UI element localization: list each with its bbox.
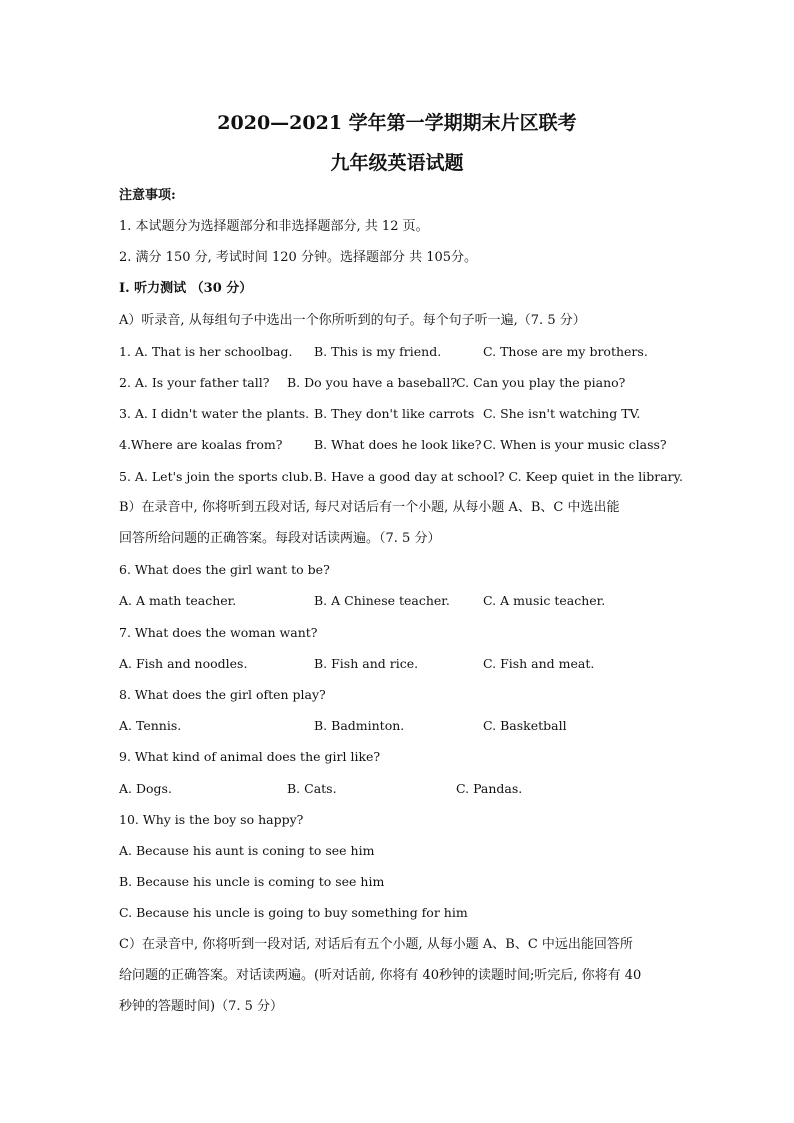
q8-option-b: B. Badminton. — [314, 718, 405, 733]
exam-subtitle: 九年级英语试题 — [330, 152, 464, 174]
q9-stem: 9. What kind of animal does the girl like? — [119, 749, 381, 764]
q3-option-c: C. She isn't watching TV. — [483, 406, 641, 421]
q6-stem: 6. What does the girl want to be? — [119, 562, 330, 577]
q8-option-c: C. Basketball — [483, 718, 567, 733]
q8-stem: 8. What does the girl often play? — [119, 687, 326, 702]
q7-stem: 7. What does the woman want? — [119, 625, 318, 640]
part-b-instruction-line1: B）在录音中, 你将听到五段对话, 每尺对话后有一个小题, 从每小题 A、B、C 中选出能 — [119, 500, 620, 515]
q9-option-a: A. Dogs. — [119, 781, 172, 796]
q7-option-b: B. Fish and rice. — [314, 656, 419, 671]
q10-option-b: B. Because his uncle is coming to see him — [119, 874, 385, 889]
q6-option-a: A. A math teacher. — [119, 593, 237, 608]
part-a-instruction: A）听录音, 从每组句子中选出一个你所听到的句子。每个句子听一遍,（7. 5 分） — [119, 313, 586, 328]
q10-stem: 10. Why is the boy so happy? — [119, 812, 304, 827]
q2-option-b: B. Do you have a baseball? — [287, 375, 458, 390]
section-listening-heading: I. 听力测试 （30 分） — [119, 281, 253, 296]
q7-option-a: A. Fish and noodles. — [119, 656, 248, 671]
part-c-instruction-line2: 给问题的正确答案。对话读两遍。(听对话前, 你将有 40秒钟的读题时间;听完后, 你将有 40 — [119, 968, 642, 983]
note-item-1: 1. 本试题分为选择题部分和非选择题部分, 共 12 页。 — [119, 219, 429, 234]
q4-option-c: C. When is your music class? — [483, 437, 667, 452]
part-b-instruction-line2: 回答所给问题的正确答案。每段对话读两遍。（7. 5 分） — [119, 531, 441, 546]
q4-option-b: B. What does he look like? — [314, 437, 482, 452]
notes-heading: 注意事项: — [119, 188, 176, 203]
q2-option-a: 2. A. Is your father tall? — [119, 375, 270, 390]
q1-option-b: B. This is my friend. — [314, 344, 442, 359]
q9-option-b: B. Cats. — [287, 781, 337, 796]
part-c-instruction-line1: C）在录音中, 你将听到一段对话, 对话后有五个小题, 从每小题 A、B、C 中远出能回答所 — [119, 937, 633, 952]
q7-option-c: C. Fish and meat. — [483, 656, 595, 671]
exam-title: 2020—2021 学年第一学期期末片区联考 — [217, 112, 577, 134]
q3-option-a: 3. A. I didn't water the plants. — [119, 406, 310, 421]
q1-option-c: C. Those are my brothers. — [483, 344, 648, 359]
q9-option-c: C. Pandas. — [456, 781, 523, 796]
q10-option-a: A. Because his aunt is coning to see him — [119, 843, 375, 858]
q10-option-c: C. Because his uncle is going to buy something for him — [119, 905, 468, 920]
q4-option-a: 4.Where are koalas from? — [119, 437, 283, 452]
q1-option-a: 1. A. That is her schoolbag. — [119, 344, 293, 359]
q8-option-a: A. Tennis. — [119, 718, 182, 733]
q6-option-c: C. A music teacher. — [483, 593, 606, 608]
note-item-2: 2. 满分 150 分, 考试时间 120 分钟。选择题部分 共 105分。 — [119, 250, 478, 265]
part-c-instruction-line3: 秒钟的答题时间)（7. 5 分） — [119, 999, 284, 1014]
q5-option-b-c: B. Have a good day at school? C. Keep quiet in the library. — [314, 469, 684, 484]
q3-option-b: B. They don't like carrots — [314, 406, 475, 421]
q5-option-a: 5. A. Let's join the sports club. — [119, 469, 313, 484]
q6-option-b: B. A Chinese teacher. — [314, 593, 450, 608]
q2-option-c: C. Can you play the piano? — [456, 375, 626, 390]
